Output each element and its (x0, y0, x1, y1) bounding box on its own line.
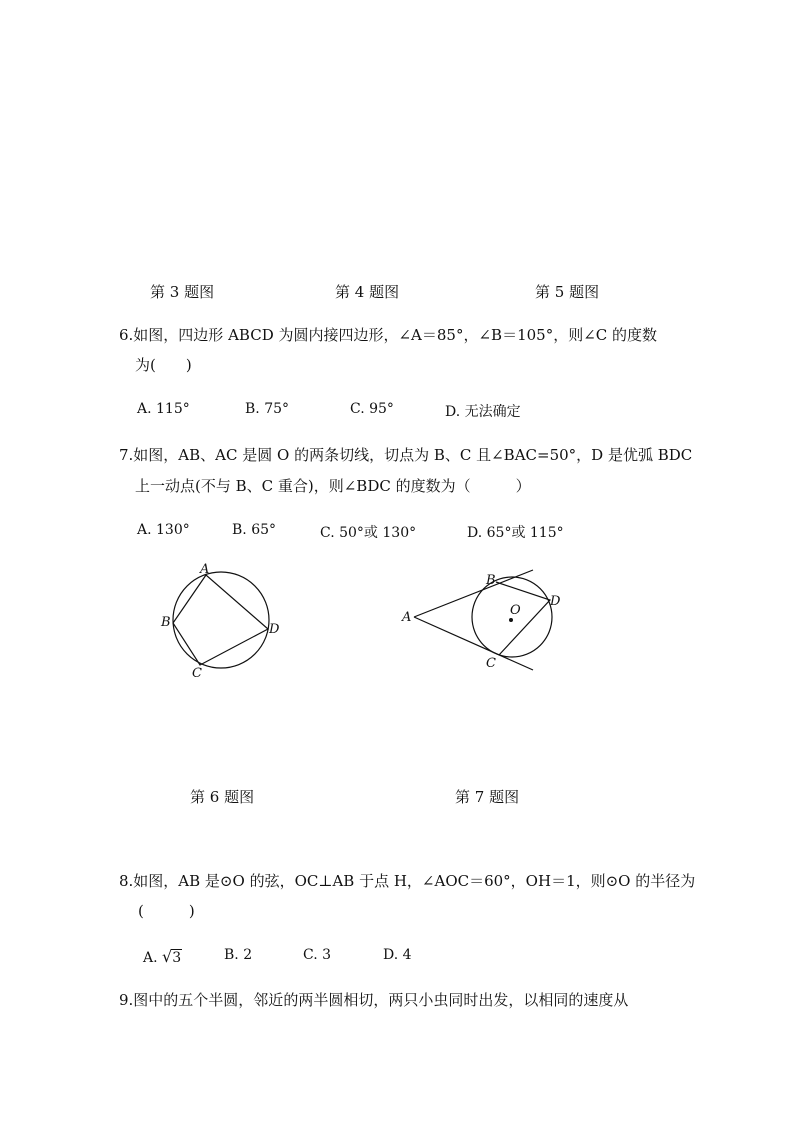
caption-figure-3: 第 3 题图 (150, 283, 215, 301)
question-9-line-1: 9.图中的五个半圆，邻近的两半圆相切，两只小虫同时出发，以相同的速度从 (119, 991, 629, 1009)
figure-6-diagram (150, 555, 290, 685)
figure-6-label-c: C (192, 666, 202, 681)
question-6-line-1: 6.如图，四边形 ABCD 为圆内接四边形，∠A＝85°，∠B＝105°，则∠C 的度数 (119, 326, 658, 344)
figure-7-center-point (509, 618, 513, 622)
question-7-option-d: D. 65°或 115° (467, 525, 564, 541)
figure-6-label-a: A (200, 562, 210, 577)
sqrt-expression (162, 947, 182, 966)
question-8-option-a-radicand: 3 (172, 950, 182, 966)
question-6-line-2: 为( ) (135, 356, 192, 374)
question-7-line-2: 上一动点(不与 B、C 重合)，则∠BDC 的度数为（ ） (135, 477, 531, 495)
figure-7-label-o: O (510, 603, 521, 618)
question-6-option-d: D. 无法确定 (445, 404, 521, 420)
figure-7-diagram (398, 560, 578, 680)
question-8-line-2: ( ) (138, 902, 195, 920)
question-6-option-a: A. 115° (137, 401, 190, 417)
question-8-option-a (143, 947, 182, 966)
figure-7-label-a: A (402, 610, 412, 625)
figure-7-tangent-ac (414, 617, 533, 670)
question-6-option-c: C. 95° (350, 401, 394, 417)
question-8-option-a-prefix: A. (143, 950, 158, 966)
figure-6-quadrilateral (173, 575, 268, 665)
radical-sign: √ (162, 947, 173, 966)
caption-figure-5: 第 5 题图 (535, 283, 600, 301)
question-7-option-a: A. 130° (137, 522, 190, 538)
question-7-option-c: C. 50°或 130° (320, 525, 417, 541)
figure-7-label-d: D (550, 594, 561, 609)
figure-6-label-d: D (269, 622, 280, 637)
question-7-option-b: B. 65° (232, 522, 277, 538)
question-8-option-c: C. 3 (303, 947, 332, 963)
figure-7-label-c: C (486, 656, 496, 671)
caption-figure-4: 第 4 题图 (335, 283, 400, 301)
figure-7-label-b: B (486, 573, 496, 588)
question-8-option-d: D. 4 (383, 947, 412, 963)
figure-6-label-b: B (161, 615, 171, 630)
question-6-option-b: B. 75° (245, 401, 290, 417)
question-8-option-b: B. 2 (224, 947, 253, 963)
question-7-line-1: 7.如图，AB、AC 是圆 O 的两条切线，切点为 B、C 且∠BAC=50°，D 是优弧 BDC (119, 446, 693, 464)
caption-figure-7: 第 7 题图 (455, 788, 520, 806)
caption-figure-6: 第 6 题图 (190, 788, 255, 806)
question-8-line-1: 8.如图，AB 是⊙O 的弦，OC⊥AB 于点 H，∠AOC＝60°，OH＝1，则⊙O 的半径为 (119, 872, 696, 890)
